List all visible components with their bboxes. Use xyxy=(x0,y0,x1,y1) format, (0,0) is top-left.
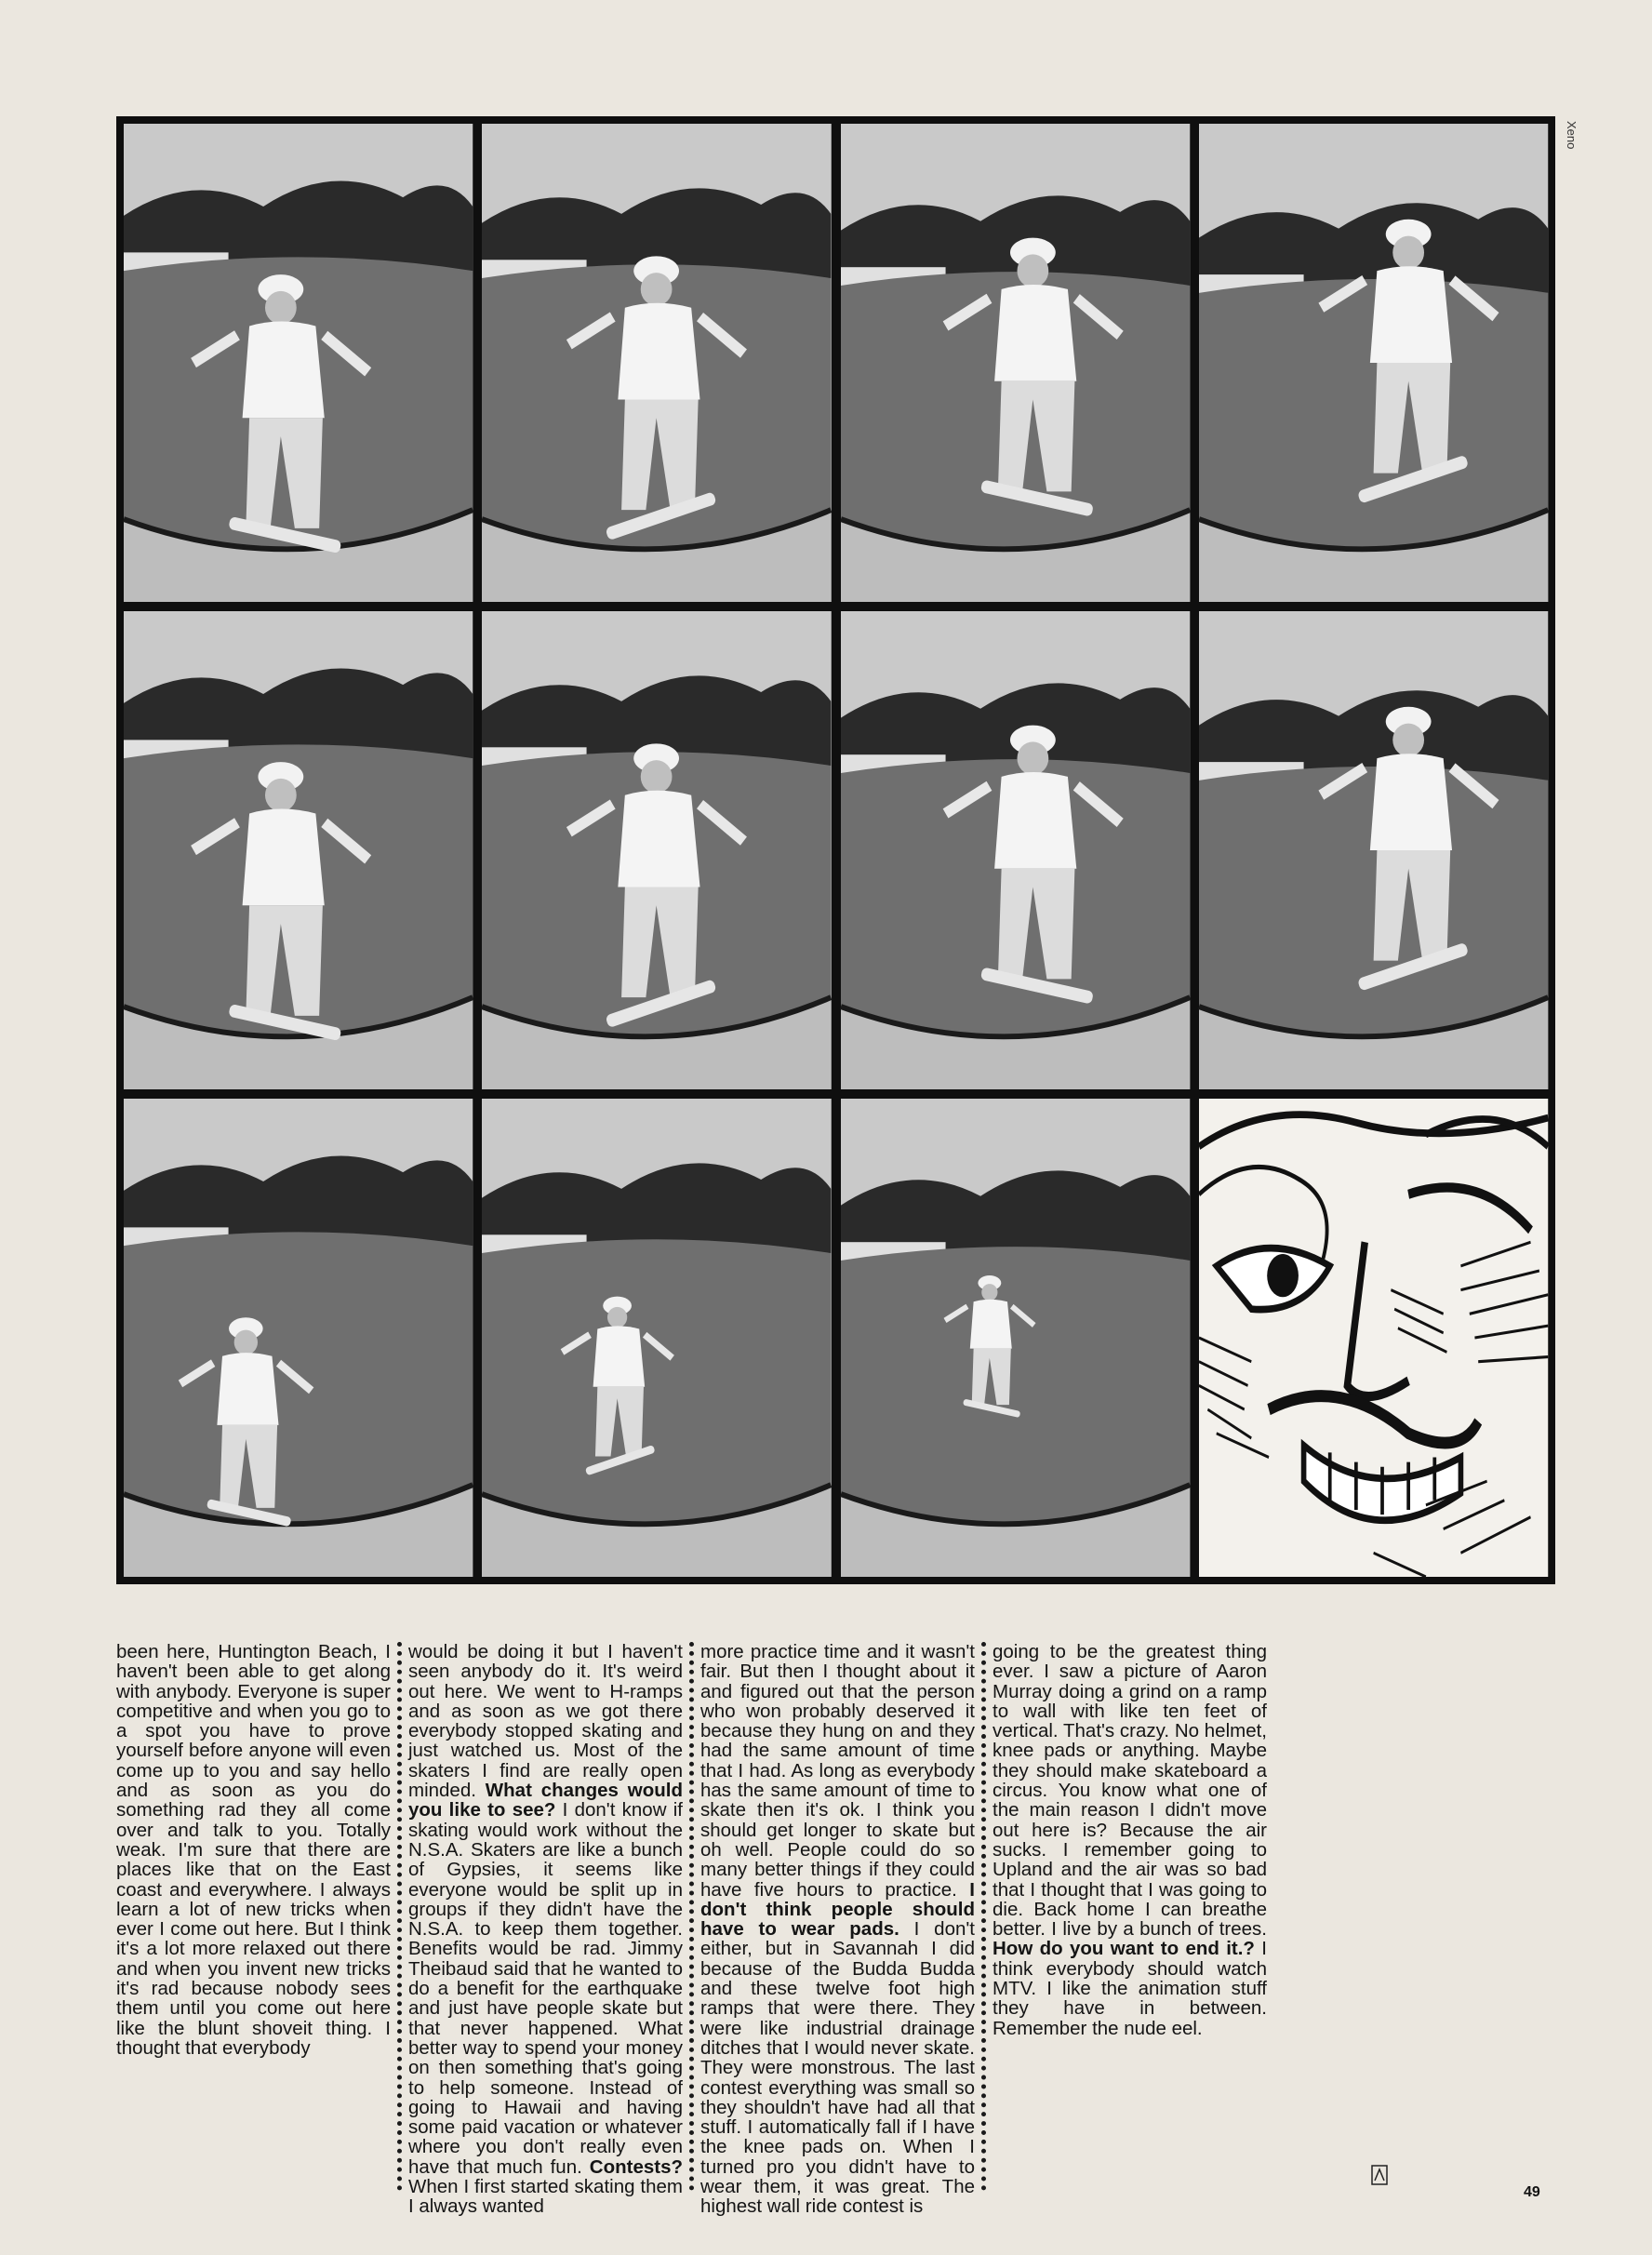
column-text: going to be the greatest thing ever. I saw a picture of Aaron Murray doing a grind on a ramp to wall with like ten feet of vertical. That's crazy. No helmet, knee pads or anything. Maybe they should make skateboard a circus. You know what one of the main reason I didn't move out here is? Because the air sucks. I remember going to Upland and the air was so bad that I thought that I was going to die. Back home I can breathe better. I live by a bunch of trees. How do you want to end it.? I think everybody should watch MTV. I like the animation stuff they have in between. Remember the nude eel. xyxy=(993,1641,1267,2039)
column-divider xyxy=(975,1642,993,2191)
article-column-3 xyxy=(700,1641,975,2218)
photo-credit: Xeno xyxy=(1565,121,1579,150)
skater-photo-icon xyxy=(1199,124,1548,602)
photo-frame xyxy=(482,611,831,1089)
article-column-4 xyxy=(993,1642,1267,2191)
photo-frame xyxy=(1199,611,1548,1089)
column-text: more practice time and it wasn't fair. But then I thought about it and figured out that the person who won probably deserved it because they hung on and they had the same amount of time that I had. As long as everybody has the same amount of time to skate then it's ok. I think you should get longer to skate but oh well. People could do so many better things if they could have five hours to practice. I don't think people should have to wear pads. I don't either, but in Savannah I did because of the Budda Budda and these twelve foot high ramps that were there. They were like industrial drainage ditches that I would never skate. They were monstrous. The last contest everything was small so they shouldn't have had all that stuff. I automatically fall if I have the knee pads on. When I turned pro you didn't have to wear them, it was great. The highest wall ride contest is xyxy=(700,1641,975,2218)
column-divider xyxy=(683,1642,700,2191)
article-column-1 xyxy=(116,1642,391,2191)
column-text: would be doing it but I haven't seen anybody do it. It's weird out here. We went to H-ramps and as soon as we got there everybody stopped skating and just watched us. Most of the skaters I find are really open minded. What changes would you like to see? I don't know if skating would work without the N.S.A. Skaters are like a bunch of Gypsies, it seems like everyone would be split up in groups if they didn't have the N.S.A. to keep them together. Benefits would be rad. Jimmy Theibaud said that he wanted to do a benefit for the earthquake and just have people skate but that never happened. What better way to spend your money on then something that's going to help someone. Instead of going to Hawaii and having some paid vacation or whatever where you don't really even have that much fun. Contests? When I first started skating them I always wanted xyxy=(408,1641,683,2218)
photo-frame xyxy=(841,611,1190,1089)
photo-frame xyxy=(482,1099,831,1577)
page-number: 49 xyxy=(1524,2184,1540,2200)
interview-question: Contests? xyxy=(589,2155,683,2178)
skater-photo-icon xyxy=(124,124,473,602)
photo-frame xyxy=(1199,124,1548,602)
column-divider xyxy=(391,1642,408,2191)
magazine-logo-icon xyxy=(1371,2165,1388,2185)
interview-question: What changes would you like to see? xyxy=(408,1780,683,1821)
skater-photo-icon xyxy=(1199,611,1548,1089)
skater-photo-icon xyxy=(841,1099,1190,1577)
interview-question: How do you want to end it.? xyxy=(993,1938,1255,1960)
skater-photo-icon xyxy=(124,1099,473,1577)
interview-question: I don't think people should have to wear pads. xyxy=(700,1878,975,1941)
photo-frame xyxy=(841,1099,1190,1577)
photo-frame xyxy=(482,124,831,602)
skater-photo-icon xyxy=(482,1099,831,1577)
article-column-2 xyxy=(408,1641,683,2218)
photo-frame xyxy=(841,124,1190,602)
skater-photo-icon xyxy=(124,611,473,1089)
photo-frame xyxy=(124,1099,473,1577)
illustration-face xyxy=(1199,1099,1548,1577)
face-drawing-icon xyxy=(1199,1099,1548,1577)
skater-photo-icon xyxy=(841,124,1190,602)
skater-photo-icon xyxy=(482,611,831,1089)
skater-photo-icon xyxy=(841,611,1190,1089)
photo-frame xyxy=(124,611,473,1089)
photo-frame xyxy=(124,124,473,602)
skater-photo-icon xyxy=(482,124,831,602)
column-text: been here, Huntington Beach, I haven't been able to get along with anybody. Everyone is super competitive and when you go to a spot you have to prove yourself before anyone will even come up to you and say hello and as soon as you do something rad they all come over and talk to you. Totally weak. I'm sure that there are places like that on the East coast and everywhere. I always learn a lot of new tricks when ever I come out here. But I think it's a lot more relaxed out there and when you invent new tricks it's rad because nobody sees them until you come out here like the blunt shoveit thing. I thought that everybody xyxy=(116,1641,391,2059)
photo-sequence-grid xyxy=(116,116,1555,1584)
